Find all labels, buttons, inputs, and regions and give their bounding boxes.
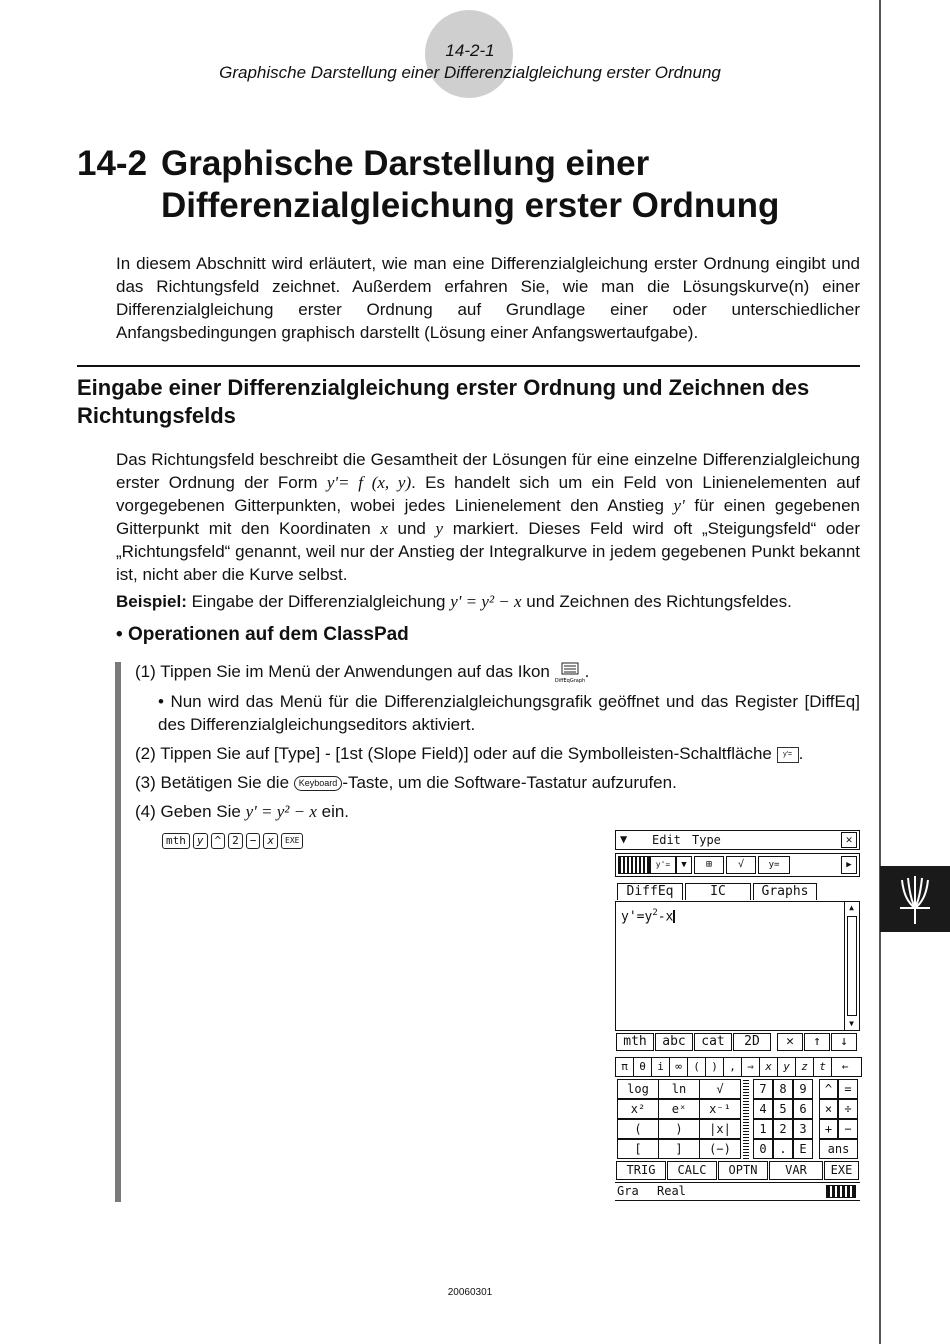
close-icon[interactable]: ✕ [841, 832, 857, 848]
key-6[interactable]: 6 [793, 1099, 813, 1119]
key-y: y [193, 833, 208, 849]
key-brace-close[interactable]: ) [658, 1119, 700, 1139]
key-divide[interactable]: ÷ [838, 1099, 858, 1119]
key-exponent-e[interactable]: E [793, 1139, 813, 1159]
key-3[interactable]: 3 [793, 1119, 813, 1139]
key-2-num[interactable]: 2 [773, 1119, 793, 1139]
key-bracket-open[interactable]: [ [617, 1139, 659, 1159]
body-yprime: y' [673, 496, 685, 515]
key-close-paren[interactable]: ) [706, 1058, 724, 1076]
step-4-text-b: ein. [321, 802, 350, 821]
keyboard-key-icon: Keyboard [294, 776, 343, 791]
key-y-var[interactable]: y [778, 1058, 796, 1076]
graph-window-button[interactable]: ⊞ [694, 856, 724, 874]
key-minus-op[interactable]: − [838, 1119, 858, 1139]
slope-field-icon [880, 866, 950, 932]
right-margin-rule [879, 0, 881, 1344]
example-text-1: Eingabe der Differenzialgleichung [191, 592, 446, 611]
key-x: x [263, 833, 278, 849]
key-power: ^ [211, 833, 226, 849]
scroll-up-icon[interactable]: ▲ [849, 903, 854, 912]
example-text-2: und Zeichnen des Richtungsfeldes. [526, 592, 792, 611]
body-text-1: Das Richtungsfeld beschreibt die Gesamtheit der Lösungen für eine einzelne Differenzialgleichung erster Ordnung der Form [116, 450, 860, 492]
menu-bar [615, 830, 860, 850]
step-2 [135, 742, 860, 765]
backspace-icon[interactable]: ← [841, 1060, 849, 1073]
body-text-3: für einen gegebenen Gitterpunkt mit den Koordinaten [116, 496, 860, 538]
section-heading: Eingabe einer Differenzialgleichung erster Ordnung und Zeichnen des Richtungsfelds [77, 375, 810, 428]
chapter-title-line1: Graphische Darstellung einer [161, 144, 650, 183]
menu-type[interactable]: Type [692, 833, 721, 847]
body-formula: y'= f (x, y) [326, 473, 412, 492]
step-2-end: . [798, 744, 804, 763]
status-angle: Gra [617, 1184, 639, 1198]
key-log[interactable]: log [617, 1079, 659, 1099]
kb-tab-mth[interactable]: mth [616, 1033, 654, 1051]
body-text-4: markiert. Dieses Feld wird oft „Steigungsfeld“ oder „Richtungsfeld“ genannt, weil nur der Anstieg der Integralkurve in jedem gegebenen Punkt bekannt ist, nicht aber die Kurve selbst. [116, 519, 860, 584]
step-2-text: (2) Tippen Sie auf [Type] - [1st (Slope Field)] oder auf die Symbolleisten-Schaltfläche [135, 744, 772, 763]
key-calc[interactable]: CALC [667, 1161, 717, 1180]
chapter-heading [77, 143, 649, 185]
key-brace-open[interactable]: ( [617, 1119, 659, 1139]
editor-scrollbar[interactable] [844, 902, 859, 1030]
key-x-squared[interactable]: x² [617, 1099, 659, 1119]
chapter-number: 14-2 [77, 144, 148, 183]
key-0[interactable]: 0 [753, 1139, 773, 1159]
key-exe: EXE [281, 833, 303, 849]
example-equation: y' = y² − x [450, 592, 522, 611]
key-pi[interactable]: π [616, 1058, 634, 1076]
key-optn[interactable]: OPTN [718, 1161, 768, 1180]
key-5[interactable]: 5 [773, 1099, 793, 1119]
diffeq-app-icon-label: DiffEqGraph [554, 677, 585, 684]
key-equals[interactable]: = [838, 1079, 858, 1099]
kb-close-icon[interactable]: ✕ [777, 1033, 803, 1051]
kb-tab-2d[interactable]: 2D [733, 1033, 771, 1051]
slope-field-button[interactable] [618, 856, 650, 874]
key-7[interactable]: 7 [753, 1079, 773, 1099]
kb-tab-abc[interactable]: abc [655, 1033, 693, 1051]
example-line [116, 590, 860, 613]
key-4[interactable]: 4 [753, 1099, 773, 1119]
page-number: 14-2-1 [445, 41, 495, 60]
running-title: Graphische Darstellung einer Differenzialgleichung erster Ordnung [219, 63, 721, 82]
step-3-text-b: -Taste, um die Software-Tastatur aufzurufen. [342, 773, 677, 792]
slope-field-toolbar-icon: y'= [777, 747, 799, 763]
key-negate[interactable]: (−) [699, 1139, 741, 1159]
step-4-text-a: (4) Geben Sie [135, 802, 241, 821]
key-decimal[interactable]: . [773, 1139, 793, 1159]
step-3 [135, 771, 860, 794]
key-infinity[interactable]: ∞ [670, 1058, 688, 1076]
key-bracket-close[interactable]: ] [658, 1139, 700, 1159]
key-ans[interactable]: ans [819, 1139, 858, 1159]
key-sequence [162, 832, 306, 850]
intro-paragraph: In diesem Abschnitt wird erläutert, wie man eine Differenzialgleichung erster Ordnung eingibt und das Richtungsfeld zeichnet. Außerdem erfahren Sie, wie man die Lösungskurve(n) einer Differenzialgleichung erster Ordnung auf Grundlage einer oder unterschiedlicher Anfangsbedingungen graphisch darstellt (Lösung einer Anfangswertaufgabe). [116, 254, 860, 342]
key-t-var[interactable]: t [814, 1058, 832, 1076]
kb-down-icon[interactable]: ↓ [831, 1033, 857, 1051]
menu-arrow-icon[interactable]: ▼ [620, 832, 628, 846]
editor-tabs [615, 881, 860, 901]
y-prime-button[interactable]: y'= [650, 856, 676, 874]
equation-entry-exponent: 2 [652, 908, 658, 918]
step-3-text-a: (3) Betätigen Sie die [135, 773, 290, 792]
battery-icon [826, 1185, 856, 1198]
step-1-text: (1) Tippen Sie im Menü der Anwendungen auf das Ikon [135, 662, 550, 681]
tab-graphs[interactable]: Graphs [753, 883, 817, 900]
equation-entry-main: y'=y [621, 909, 653, 925]
kb-tab-cat[interactable]: cat [694, 1033, 732, 1051]
function-key-row [615, 1161, 860, 1179]
text-cursor [673, 910, 675, 923]
section-body [116, 448, 860, 586]
keypad [615, 1079, 860, 1159]
chapter-tab [880, 866, 950, 932]
body-x: x [380, 519, 388, 538]
body-y: y [435, 519, 444, 538]
key-8[interactable]: 8 [773, 1079, 793, 1099]
key-caret[interactable]: ^ [819, 1079, 838, 1099]
status-mode: Real [657, 1184, 686, 1198]
tab-diffeq[interactable]: DiffEq [617, 883, 683, 900]
key-sqrt[interactable]: √ [699, 1079, 741, 1099]
menu-edit[interactable]: Edit [652, 833, 681, 847]
key-open-paren[interactable]: ( [688, 1058, 706, 1076]
equation-editor[interactable] [615, 901, 860, 1031]
keyboard-tabs [615, 1033, 860, 1051]
key-multiply[interactable]: × [819, 1099, 838, 1119]
key-i[interactable]: i [652, 1058, 670, 1076]
key-exp[interactable]: eˣ [658, 1099, 700, 1119]
operations-heading-text: Operationen auf dem ClassPad [127, 624, 409, 645]
key-reciprocal[interactable]: x⁻¹ [699, 1099, 741, 1119]
key-plus[interactable]: + [819, 1119, 838, 1139]
step-1 [135, 660, 860, 684]
tab-ic[interactable]: IC [685, 883, 751, 900]
key-x-var[interactable]: x [760, 1058, 778, 1076]
table-button[interactable]: y= [758, 856, 790, 874]
key-2: 2 [228, 833, 243, 849]
toolbar-next-icon[interactable]: ▶ [841, 856, 857, 874]
key-theta[interactable]: θ [634, 1058, 652, 1076]
steps-sidebar-bar [115, 662, 121, 1202]
key-ln[interactable]: ln [658, 1079, 700, 1099]
step-1-end: . [584, 662, 590, 681]
key-abs[interactable]: |x| [699, 1119, 741, 1139]
scroll-thumb[interactable] [847, 916, 857, 1016]
key-comma[interactable]: , [724, 1058, 742, 1076]
classpad-screenshot [615, 830, 860, 1202]
status-bar [615, 1182, 860, 1201]
key-minus: − [246, 833, 261, 849]
section-divider [77, 365, 860, 367]
symbol-row [615, 1057, 862, 1077]
toolbar [615, 853, 860, 877]
key-var[interactable]: VAR [769, 1161, 823, 1180]
body-text-2: . Es handelt sich um ein Feld von Linienelementen auf vorgegebenen Gitterpunkten, wobei jedes Linienelement den Anstieg [116, 473, 861, 515]
kb-up-icon[interactable]: ↑ [804, 1033, 830, 1051]
equation-entry-tail: -x [657, 909, 674, 925]
key-exe-calc[interactable]: EXE [824, 1161, 859, 1180]
step-1-note: • Nun wird das Menü für die Differenzialgleichungsgrafik geöffnet und das Register [DiffEq] des Differenzialgleichungseditors aktiviert. [158, 692, 860, 734]
key-implies[interactable]: ⇒ [742, 1058, 760, 1076]
key-z-var[interactable]: z [796, 1058, 814, 1076]
keypad-divider [743, 1079, 749, 1159]
scroll-down-icon[interactable]: ▼ [849, 1019, 854, 1028]
body-and: und [397, 519, 426, 538]
step-1-note-text: Nun wird das Menü für die Differenzialgleichungsgrafik geöffnet und das Register [DiffEq] des Differenzialgleichungseditors aktiviert. [158, 692, 860, 734]
diffeq-app-icon [555, 662, 585, 684]
chapter-title-line2: Differenzialgleichung erster Ordnung [161, 186, 780, 225]
equation-entry[interactable] [621, 908, 675, 924]
step-4-equation: y' = y² − x [245, 802, 317, 821]
key-mth: mth [162, 833, 190, 849]
dropdown-arrow-icon[interactable]: ▼ [676, 856, 692, 874]
key-trig[interactable]: TRIG [616, 1161, 666, 1180]
footer-code: 20060301 [447, 1287, 493, 1298]
example-label: Beispiel: [116, 592, 187, 611]
draw-graph-button[interactable]: √ [726, 856, 756, 874]
step-4 [135, 800, 860, 823]
operations-heading: • Operationen auf dem ClassPad [116, 624, 409, 645]
key-9[interactable]: 9 [793, 1079, 813, 1099]
key-1[interactable]: 1 [753, 1119, 773, 1139]
